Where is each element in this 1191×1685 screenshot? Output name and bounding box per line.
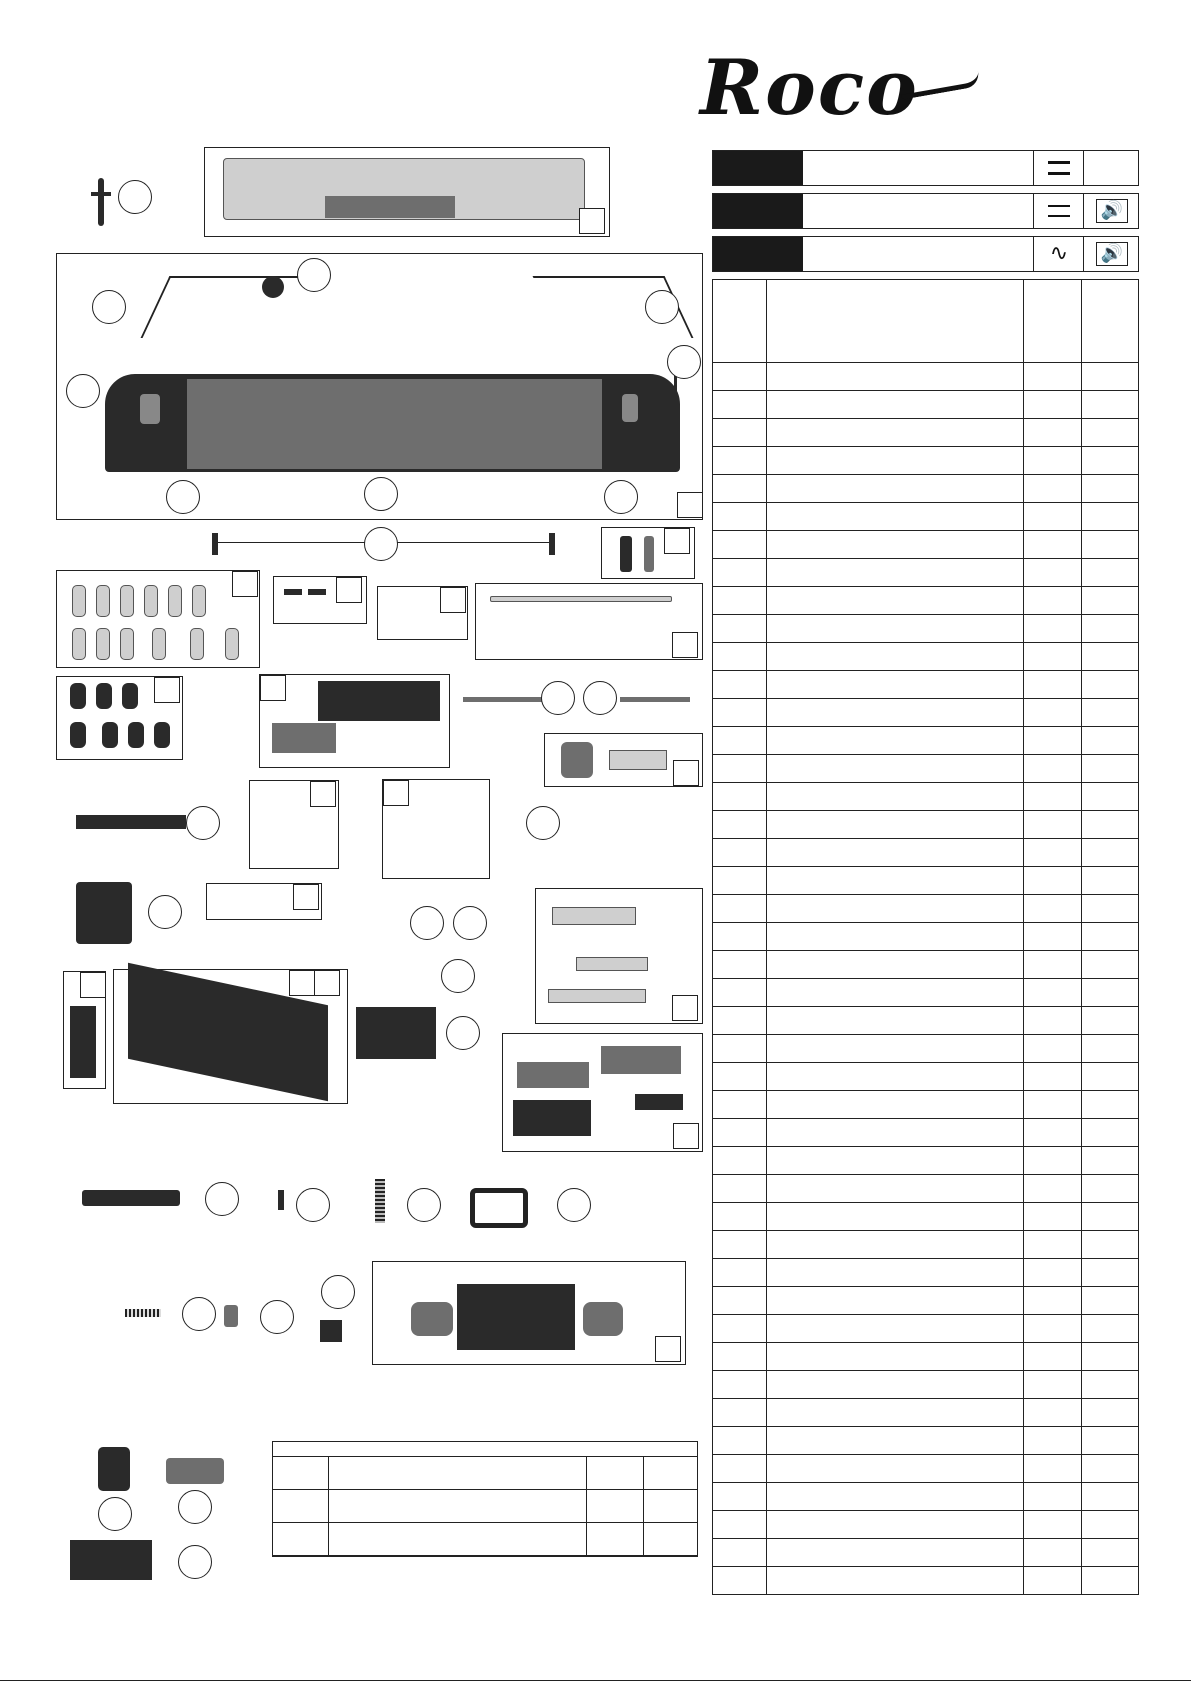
table-row [713, 1203, 1138, 1231]
table-row [713, 643, 1138, 671]
frame-tag [232, 571, 258, 597]
column-header [713, 280, 1138, 363]
frame-tag [655, 1336, 681, 1362]
table-row [713, 447, 1138, 475]
table-row [713, 1455, 1138, 1483]
wiper-part [620, 697, 690, 702]
table-row [713, 1259, 1138, 1287]
coupler-part [76, 815, 186, 829]
table-row [713, 1007, 1138, 1035]
parts-frame [535, 888, 703, 1024]
horn-part [308, 589, 326, 595]
callout-circle [583, 681, 617, 715]
table-row [713, 1511, 1138, 1539]
table-row [713, 1315, 1138, 1343]
callout-circle [446, 1016, 480, 1050]
grille-part [272, 723, 336, 753]
dc-symbol-cell [1033, 151, 1084, 185]
table-row [713, 1567, 1138, 1594]
table-row [713, 979, 1138, 1007]
sound-symbol-cell [1083, 194, 1140, 228]
table-row [713, 531, 1138, 559]
table-row [713, 1091, 1138, 1119]
callout-circle [186, 806, 220, 840]
parts-frame [475, 583, 703, 660]
table-row [713, 839, 1138, 867]
dc-icon [1048, 205, 1070, 217]
light-unit-part [76, 882, 132, 944]
frame-tag [293, 884, 319, 910]
window [622, 394, 638, 422]
callout-circle [321, 1275, 355, 1309]
frame-tag [336, 577, 362, 603]
table-row [713, 727, 1138, 755]
speaker-icon: 🔊 [1096, 199, 1128, 223]
table-row [713, 783, 1138, 811]
parts-grid [712, 279, 1139, 1595]
callout-circle [407, 1188, 441, 1222]
table-row [713, 615, 1138, 643]
ac-symbol-cell [1033, 237, 1084, 271]
callout-circle [118, 180, 152, 214]
frame-tag [579, 208, 605, 234]
callout-circle [178, 1545, 212, 1579]
table-row [713, 867, 1138, 895]
parts-frame [206, 883, 322, 920]
callout-circle [260, 1300, 294, 1334]
table-row [713, 1231, 1138, 1259]
bolt-part [70, 722, 86, 748]
weight-part [635, 1094, 683, 1110]
ac-wave-icon: ∿ [1049, 241, 1069, 266]
frame-tag [673, 1123, 699, 1149]
callout-circle [667, 345, 701, 379]
callout-circle [178, 1490, 212, 1524]
callout-circle [148, 895, 182, 929]
horn-part [284, 589, 302, 595]
pantograph-left [141, 276, 312, 338]
header-block [713, 194, 803, 228]
frame-tag [664, 528, 690, 554]
insulator-part [168, 585, 182, 617]
bogie-side-part [82, 1190, 180, 1206]
bolt-part [122, 683, 138, 709]
bolt-part [70, 683, 86, 709]
table-row [713, 1035, 1138, 1063]
weight-part [517, 1062, 589, 1088]
screw-part [549, 533, 555, 555]
callout-circle [441, 959, 475, 993]
screw-part [212, 533, 218, 555]
logo-text: Roco [700, 43, 919, 132]
cylinder-part [561, 742, 593, 778]
table-row [713, 391, 1138, 419]
spring-part [375, 1179, 385, 1223]
table-row [713, 363, 1138, 391]
screw-part [278, 1190, 284, 1210]
callout-circle [453, 906, 487, 940]
frame-tag [383, 780, 409, 806]
frame-tag [440, 587, 466, 613]
dc-symbol-cell [1033, 194, 1084, 228]
speaker-icon: 🔊 [1096, 242, 1128, 266]
insulator-part [192, 585, 206, 617]
pin-part [644, 536, 654, 572]
board-part [70, 1006, 96, 1078]
table-row [713, 1427, 1138, 1455]
frame-tag [314, 970, 340, 996]
plate-part [548, 989, 646, 1003]
frame-tag [672, 995, 698, 1021]
bolt-part [128, 722, 144, 748]
header-block [713, 237, 803, 271]
callout-circle [541, 681, 575, 715]
parts-frame [63, 971, 106, 1089]
frame-tag [260, 675, 286, 701]
bolt-part [96, 683, 112, 709]
table-row [713, 1063, 1138, 1091]
chassis-frame [113, 969, 348, 1104]
callout-circle [364, 477, 398, 511]
frame-tag [80, 972, 106, 998]
callout-circle [166, 480, 200, 514]
insulator-part [72, 628, 86, 660]
callout-circle [557, 1188, 591, 1222]
parts-frame [544, 733, 703, 787]
frame-tag [677, 492, 703, 518]
callout-circle [645, 290, 679, 324]
callout-circle [526, 806, 560, 840]
pin-part [224, 1305, 238, 1327]
parts-frame [382, 779, 490, 879]
window [140, 394, 160, 424]
gear-part [320, 1320, 342, 1342]
sound-box-part [166, 1458, 224, 1484]
parts-list-table [712, 150, 1139, 1595]
callout-circle [364, 527, 398, 561]
parts-frame [377, 586, 468, 640]
parts-frame [601, 527, 695, 579]
header-block [713, 151, 803, 185]
callout-circle [297, 258, 331, 292]
callout-circle [296, 1188, 330, 1222]
plate-part [576, 957, 648, 971]
frame-tag [672, 632, 698, 658]
table-row [713, 475, 1138, 503]
header-row-ac-sound [712, 236, 1139, 272]
header-row-dc-sound [712, 193, 1139, 229]
empty-cell [1083, 151, 1140, 185]
roof-frame [204, 147, 610, 237]
pin-part [620, 536, 632, 572]
insulator-part [152, 628, 166, 660]
table-row [713, 1343, 1138, 1371]
table-header-row [273, 1442, 697, 1457]
table-row [713, 1539, 1138, 1567]
table-row [713, 1147, 1138, 1175]
table-row [713, 923, 1138, 951]
flywheel-part [411, 1302, 453, 1336]
frame-tag [289, 970, 315, 996]
callout-circle [92, 290, 126, 324]
parts-frame [502, 1033, 703, 1152]
grille-part [318, 681, 440, 721]
frame-tag [673, 760, 699, 786]
table-row [713, 1287, 1138, 1315]
frame-tag [154, 677, 180, 703]
wiper-part [463, 697, 543, 702]
table-row [713, 1483, 1138, 1511]
table-row [713, 1175, 1138, 1203]
bolt-part [154, 722, 170, 748]
roco-logo [700, 43, 980, 132]
insulator-part [72, 585, 86, 617]
callout-circle [205, 1182, 239, 1216]
table-row [713, 895, 1138, 923]
motor-frame [372, 1261, 686, 1365]
insulator-part [262, 276, 284, 298]
handrail-part [490, 596, 672, 602]
grille-frame [259, 674, 450, 768]
roof-part [325, 196, 455, 218]
table-row [713, 559, 1138, 587]
col-divider [643, 1456, 644, 1556]
weight-part [601, 1046, 681, 1074]
pcb-part [356, 1007, 436, 1059]
frame-clip-part [470, 1188, 528, 1228]
sound-symbol-cell [1083, 237, 1140, 271]
table-row [713, 811, 1138, 839]
antenna-part [98, 178, 104, 226]
plate-part [552, 907, 636, 925]
flywheel-part [583, 1302, 623, 1336]
col-divider [586, 1456, 587, 1556]
parts-frame [273, 576, 367, 624]
col-divider [328, 1456, 329, 1556]
bracket-part [609, 750, 667, 770]
callout-circle [604, 480, 638, 514]
table-row [273, 1490, 697, 1523]
table-row [713, 1119, 1138, 1147]
insulator-part [120, 585, 134, 617]
parts-frame [249, 780, 339, 869]
insulator-part [120, 628, 134, 660]
table-row [713, 755, 1138, 783]
callout-circle [66, 374, 100, 408]
table-row [713, 671, 1138, 699]
spring-part [125, 1309, 161, 1317]
callout-circle [410, 906, 444, 940]
table-row [713, 587, 1138, 615]
frame-tag [310, 781, 336, 807]
insulator-part [190, 628, 204, 660]
table-row [713, 1371, 1138, 1399]
callout-circle [182, 1297, 216, 1331]
table-row [713, 419, 1138, 447]
motor-part [457, 1284, 575, 1350]
table-row [713, 699, 1138, 727]
decoder-table [272, 1441, 698, 1557]
antenna-part [91, 192, 111, 196]
table-row [273, 1523, 697, 1556]
table-row [713, 951, 1138, 979]
body-side-panel [187, 379, 602, 469]
insulator-part [96, 628, 110, 660]
insulator-part [225, 628, 239, 660]
dc-icon [1048, 161, 1070, 175]
insulator-part [144, 585, 158, 617]
callout-circle [98, 1497, 132, 1531]
bolt-part [102, 722, 118, 748]
decoder-part [70, 1540, 152, 1580]
table-row [273, 1457, 697, 1490]
table-row [713, 1399, 1138, 1427]
footer-rule [0, 1680, 1191, 1681]
header-row-dc [712, 150, 1139, 186]
table-row [713, 503, 1138, 531]
insulator-part [96, 585, 110, 617]
weight-part [513, 1100, 591, 1136]
speaker-part [98, 1447, 130, 1491]
